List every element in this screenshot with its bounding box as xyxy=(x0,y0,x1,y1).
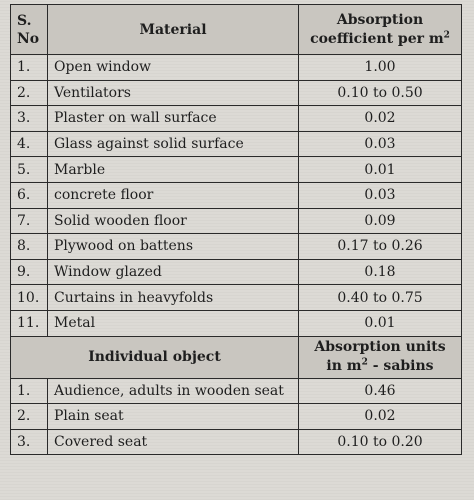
row-material: Glass against solid surface xyxy=(48,131,299,157)
table-row xyxy=(11,378,462,404)
row-value: 0.10 to 0.50 xyxy=(299,80,462,106)
row-number: 10. xyxy=(11,285,48,311)
table-row xyxy=(11,106,462,132)
row-value: 0.01 xyxy=(299,157,462,183)
sno-header-line2: No xyxy=(17,30,40,47)
object-header-row xyxy=(11,336,462,378)
coefficient-header-sup: 2 xyxy=(443,29,450,40)
row-value: 0.10 to 0.20 xyxy=(299,429,462,455)
row-number: 5. xyxy=(11,157,48,183)
absorption-units-header xyxy=(299,336,462,378)
row-number: 7. xyxy=(11,208,48,234)
row-number: 6. xyxy=(11,182,48,208)
table-row xyxy=(11,429,462,455)
row-value: 1.00 xyxy=(299,55,462,81)
row-material: Plywood on battens xyxy=(48,234,299,260)
row-number: 2. xyxy=(11,404,48,430)
row-number: 8. xyxy=(11,234,48,260)
row-material: Open window xyxy=(48,55,299,81)
row-number: 3. xyxy=(11,429,48,455)
row-material: Metal xyxy=(48,310,299,336)
row-number: 11. xyxy=(11,310,48,336)
row-material: Window glazed xyxy=(48,259,299,285)
row-value: 0.17 to 0.26 xyxy=(299,234,462,260)
table-row xyxy=(11,310,462,336)
row-number: 1. xyxy=(11,378,48,404)
row-value: 0.02 xyxy=(299,404,462,430)
row-number: 3. xyxy=(11,106,48,132)
row-material: Ventilators xyxy=(48,80,299,106)
row-material: Marble xyxy=(48,157,299,183)
row-value: 0.46 xyxy=(299,378,462,404)
table-row xyxy=(11,234,462,260)
coefficient-header-line2: coefficient per m xyxy=(310,30,444,47)
row-value: 0.03 xyxy=(299,131,462,157)
absorption-units-sup: 2 xyxy=(361,357,368,368)
row-value: 0.02 xyxy=(299,106,462,132)
individual-object-header: Individual object xyxy=(11,336,299,378)
table-row xyxy=(11,80,462,106)
table-row xyxy=(11,182,462,208)
row-number: 4. xyxy=(11,131,48,157)
table-row xyxy=(11,285,462,311)
absorption-table xyxy=(10,4,462,455)
row-object: Plain seat xyxy=(48,404,299,430)
row-value: 0.01 xyxy=(299,310,462,336)
row-material: Plaster on wall surface xyxy=(48,106,299,132)
row-material: Solid wooden floor xyxy=(48,208,299,234)
table-row xyxy=(11,259,462,285)
coefficient-header xyxy=(299,5,462,55)
row-value: 0.18 xyxy=(299,259,462,285)
row-value: 0.09 xyxy=(299,208,462,234)
row-number: 1. xyxy=(11,55,48,81)
table-row xyxy=(11,157,462,183)
coefficient-header-line1: Absorption xyxy=(336,11,424,28)
row-value: 0.40 to 0.75 xyxy=(299,285,462,311)
sno-header-line1: S. xyxy=(17,12,32,29)
table-row xyxy=(11,131,462,157)
row-value: 0.03 xyxy=(299,182,462,208)
table-row xyxy=(11,55,462,81)
absorption-units-line2-pre: in m xyxy=(326,358,362,375)
table-header-row xyxy=(11,5,462,55)
material-header: Material xyxy=(48,5,299,55)
row-object: Audience, adults in wooden seat xyxy=(48,378,299,404)
table-row xyxy=(11,404,462,430)
row-number: 9. xyxy=(11,259,48,285)
absorption-units-line2-post: - sabins xyxy=(367,358,434,375)
row-object: Covered seat xyxy=(48,429,299,455)
row-number: 2. xyxy=(11,80,48,106)
row-material: concrete floor xyxy=(48,182,299,208)
row-material: Curtains in heavyfolds xyxy=(48,285,299,311)
absorption-units-line1: Absorption units xyxy=(314,339,446,356)
table-row xyxy=(11,208,462,234)
sno-header xyxy=(11,5,48,55)
